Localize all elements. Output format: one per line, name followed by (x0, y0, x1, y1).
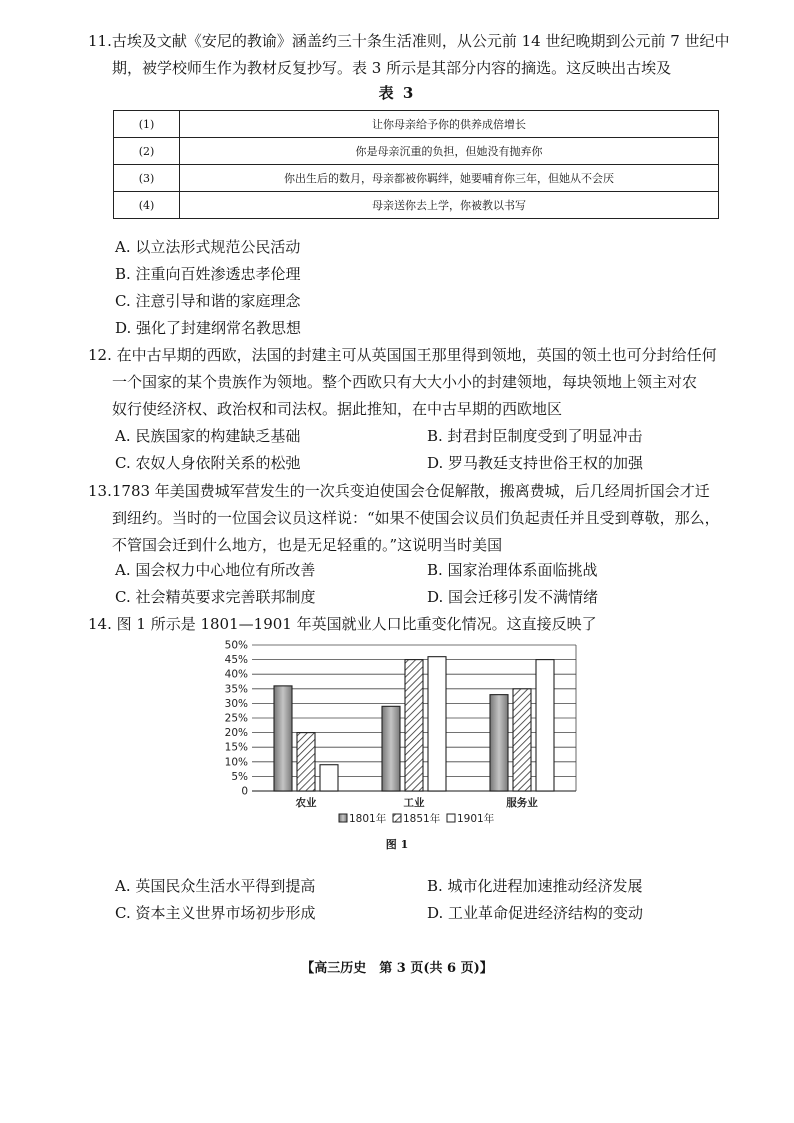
x-category-label: 工业 (403, 797, 425, 809)
question-12-line-2: 一个国家的某个贵族作为领地。整个西欧只有大大小小的封建领地，每块领地上领主对农 (112, 373, 698, 391)
table-cell-text: 让你母亲给予你的供养成倍增长 (180, 111, 719, 138)
q13-option-a[interactable]: A. 国会权力中心地位有所改善 (115, 561, 316, 579)
table-cell-index: (3) (114, 165, 180, 192)
question-13-line-2: 到纽约。当时的一位国会议员这样说：“如果不使国会议员们负起责任并且受到尊敬，那么， (112, 509, 720, 527)
legend-label: 1901年 (457, 813, 495, 825)
q14-option-a[interactable]: A. 英国民众生活水平得到提高 (115, 877, 316, 895)
bar-1-2 (428, 657, 446, 791)
question-14-line-1: 14. 图 1 所示是 1801—1901 年英国就业人口比重变化情况。这直接反映了 (88, 615, 597, 633)
y-tick-label: 0 (241, 785, 248, 798)
q14-option-b[interactable]: B. 城市化进程加速推动经济发展 (427, 877, 643, 895)
q11-option-b[interactable]: B. 注重向百姓渗透忠孝伦理 (115, 265, 301, 283)
legend-swatch (447, 814, 455, 822)
figure-caption: 图 1 (385, 838, 409, 851)
y-tick-label: 40% (224, 668, 248, 681)
bar-2-1 (513, 689, 531, 791)
table-cell-index: (1) (114, 111, 180, 138)
table-cell-text: 你是母亲沉重的负担，但她没有抛弃你 (180, 138, 719, 165)
bar-1-0 (382, 706, 400, 791)
y-tick-label: 10% (224, 756, 248, 769)
question-13-line-1: 13.1783 年美国费城军营发生的一次兵变迫使国会仓促解散，搬离费城，后几经周折国会才迁 (88, 482, 710, 500)
x-category-label: 农业 (295, 797, 317, 809)
bar-0-2 (320, 765, 338, 791)
q12-option-b[interactable]: B. 封君封臣制度受到了明显冲击 (427, 427, 643, 445)
legend-label: 1801年 (349, 813, 387, 825)
question-12-line-1: 12. 在中古早期的西欧，法国的封建主可从英国国王那里得到领地，英国的领土也可分封给任何 (88, 346, 717, 364)
q11-option-c[interactable]: C. 注意引导和谐的家庭理念 (115, 292, 301, 310)
page-footer: 【高三历史 第 3 页(共 6 页)】 (301, 961, 493, 976)
q11-option-d[interactable]: D. 强化了封建纲常名教思想 (115, 319, 302, 337)
table-cell-index: (4) (114, 192, 180, 219)
q14-option-c[interactable]: C. 资本主义世界市场初步形成 (115, 904, 316, 922)
legend-label: 1851年 (403, 813, 441, 825)
y-tick-label: 25% (224, 712, 248, 725)
q12-option-a[interactable]: A. 民族国家的构建缺乏基础 (115, 427, 301, 445)
table-cell-text: 你出生后的数月，母亲都被你羁绊，她要哺育你三年，但她从不会厌 (180, 165, 719, 192)
q13-option-b[interactable]: B. 国家治理体系面临挑战 (427, 561, 598, 579)
bar-2-0 (490, 695, 508, 791)
y-tick-label: 15% (224, 741, 248, 754)
x-category-label: 服务业 (506, 797, 538, 809)
question-13-line-3: 不管国会迁到什么地方，也是无足轻重的。”这说明当时美国 (112, 536, 503, 554)
y-tick-label: 5% (231, 770, 248, 783)
y-tick-label: 50% (224, 639, 248, 652)
table-cell-index: (2) (114, 138, 180, 165)
question-11-line-2: 期，被学校师生作为教材反复抄写。表 3 所示是其部分内容的摘选。这反映出古埃及 (112, 59, 672, 77)
y-tick-label: 20% (224, 727, 248, 740)
question-11-line-1: 11.古埃及文献《安尼的教谕》涵盖约三十条生活准则，从公元前 14 世纪晚期到公元前 7 世纪中 (88, 32, 730, 50)
q11-option-a[interactable]: A. 以立法形式规范公民活动 (115, 238, 301, 256)
bar-0-0 (274, 686, 292, 791)
bar-2-2 (536, 660, 554, 791)
y-tick-label: 30% (224, 697, 248, 710)
q12-option-d[interactable]: D. 罗马教廷支持世俗王权的加强 (427, 454, 644, 472)
question-12-line-3: 奴行使经济权、政治权和司法权。据此推知，在中古早期的西欧地区 (112, 400, 563, 418)
bar-1-1 (405, 660, 423, 791)
bar-0-1 (297, 733, 315, 791)
table-3-title: 表 3 (378, 84, 416, 102)
y-tick-label: 35% (224, 683, 248, 696)
q12-option-c[interactable]: C. 农奴人身依附关系的松弛 (115, 454, 301, 472)
q14-option-d[interactable]: D. 工业革命促进经济结构的变动 (427, 904, 644, 922)
q13-option-d[interactable]: D. 国会迁移引发不满情绪 (427, 588, 599, 606)
table-cell-text: 母亲送你去上学，你被教以书写 (180, 192, 719, 219)
legend-swatch (393, 814, 401, 822)
legend-swatch (339, 814, 347, 822)
y-tick-label: 45% (224, 654, 248, 667)
q13-option-c[interactable]: C. 社会精英要求完善联邦制度 (115, 588, 316, 606)
